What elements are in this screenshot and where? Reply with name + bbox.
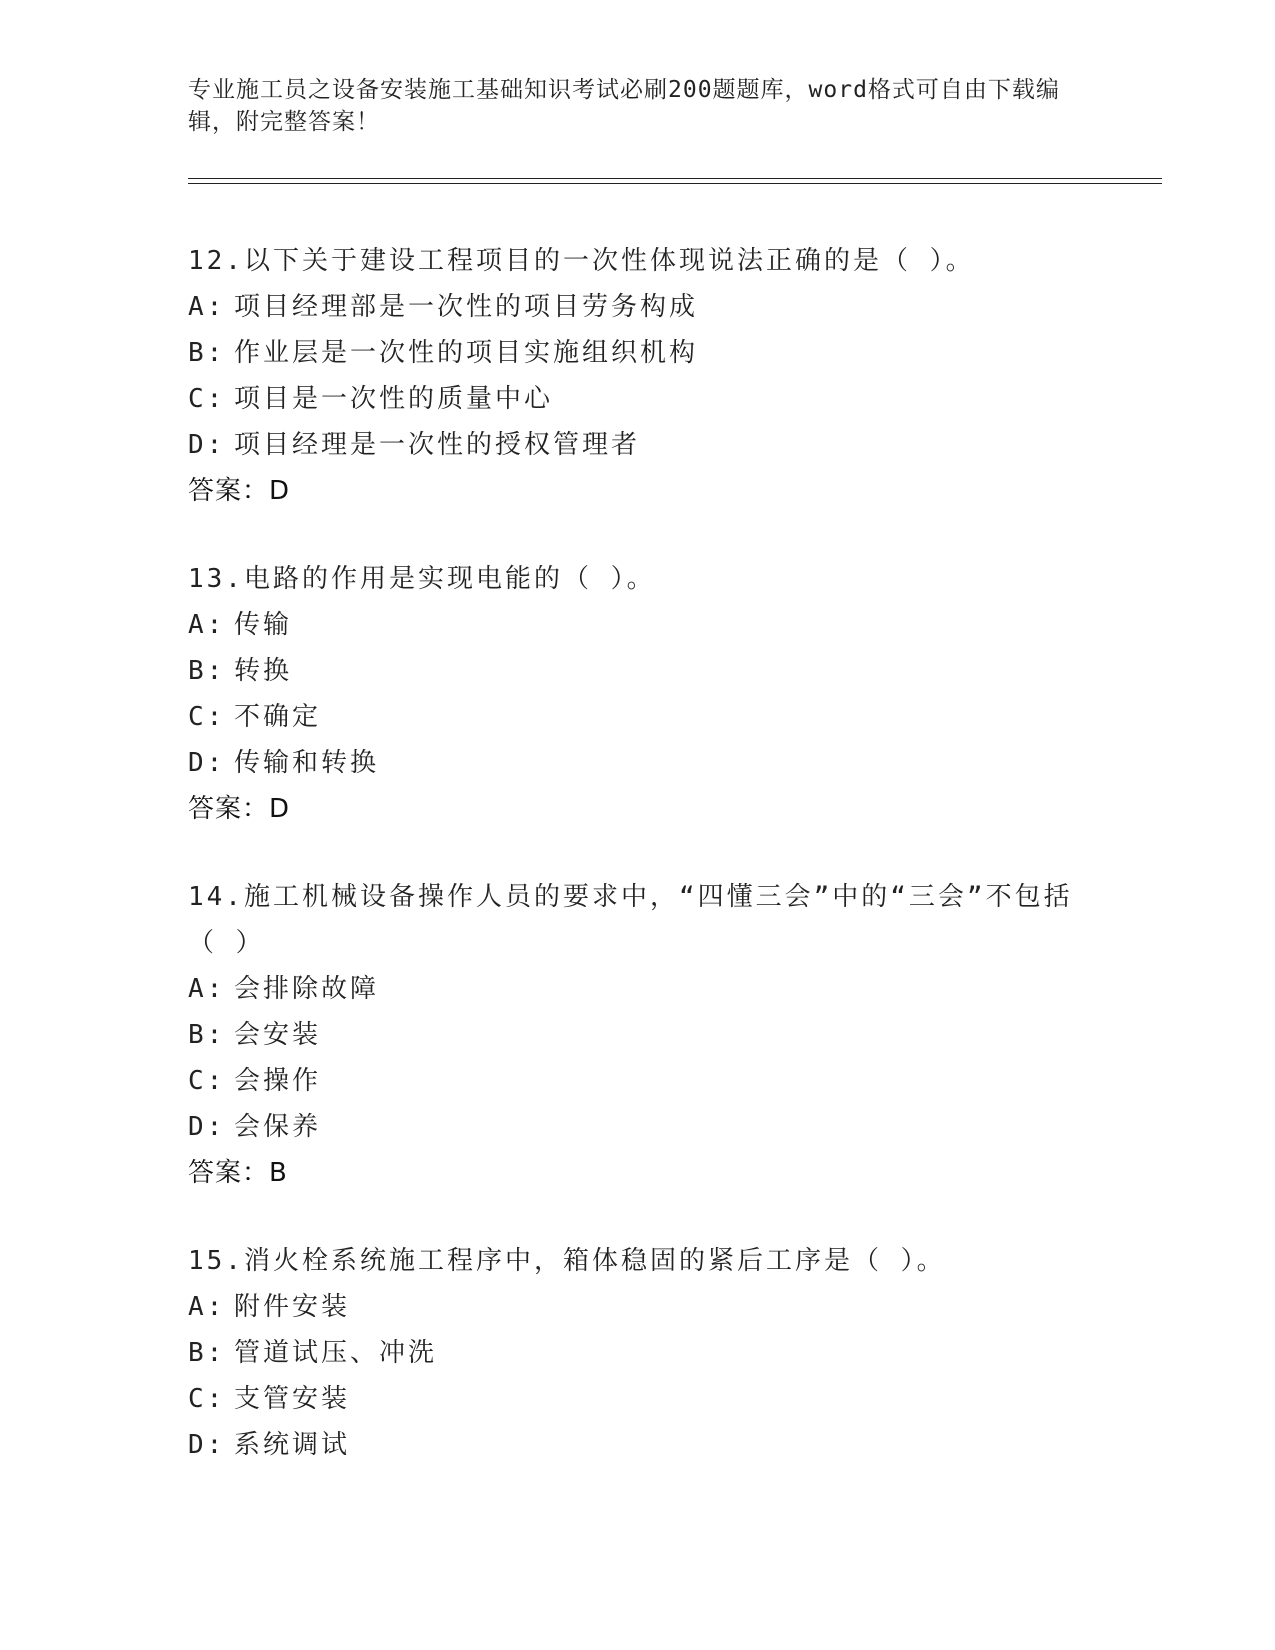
question-list (188, 238, 1088, 1510)
option-c (188, 1376, 1088, 1422)
option-letter: B: (188, 1338, 226, 1368)
option-letter: A: (188, 1292, 226, 1322)
option-text: 项目经理是一次性的授权管理者 (234, 430, 641, 460)
option-a (188, 284, 1088, 330)
option-a (188, 966, 1088, 1012)
option-letter: D: (188, 748, 226, 778)
option-b (188, 1330, 1088, 1376)
question-15 (188, 1238, 1088, 1468)
option-letter: B: (188, 1020, 226, 1050)
option-text: 会操作 (234, 1066, 322, 1096)
question-12 (188, 238, 1088, 514)
option-text: 转换 (234, 656, 293, 686)
question-title: 14.施工机械设备操作人员的要求中，“四懂三会”中的“三会”不包括（ ） (188, 882, 1073, 958)
answer-line: 答案：D (188, 794, 291, 824)
option-letter: D: (188, 430, 226, 460)
option-text: 附件安装 (234, 1292, 351, 1322)
option-text: 传输 (234, 610, 293, 640)
option-c (188, 694, 1088, 740)
option-text: 会排除故障 (234, 974, 380, 1004)
option-c (188, 1058, 1088, 1104)
answer-line: 答案：D (188, 476, 291, 506)
option-d (188, 740, 1088, 786)
option-text: 作业层是一次性的项目实施组织机构 (234, 338, 699, 368)
option-c (188, 376, 1088, 422)
option-d (188, 1422, 1088, 1468)
option-text: 支管安装 (234, 1384, 351, 1414)
question-title: 12.以下关于建设工程项目的一次性体现说法正确的是（ ）。 (188, 246, 975, 276)
option-letter: A: (188, 610, 226, 640)
option-b (188, 1012, 1088, 1058)
option-letter: D: (188, 1430, 226, 1460)
option-text: 项目是一次性的质量中心 (234, 384, 554, 414)
option-letter: C: (188, 1384, 226, 1414)
header-divider-bottom (188, 183, 1162, 184)
option-d (188, 1104, 1088, 1150)
option-text: 会保养 (234, 1112, 322, 1142)
option-text: 系统调试 (234, 1430, 351, 1460)
question-13 (188, 556, 1088, 832)
option-b (188, 330, 1088, 376)
option-text: 管道试压、冲洗 (234, 1338, 438, 1368)
question-title: 13.电路的作用是实现电能的（ ）。 (188, 564, 656, 594)
option-letter: C: (188, 1066, 226, 1096)
option-letter: A: (188, 974, 226, 1004)
header-divider-top (188, 178, 1162, 179)
option-text: 会安装 (234, 1020, 322, 1050)
option-letter: B: (188, 656, 226, 686)
option-letter: A: (188, 292, 226, 322)
option-letter: C: (188, 702, 226, 732)
option-d (188, 422, 1088, 468)
option-text: 项目经理部是一次性的项目劳务构成 (234, 292, 699, 322)
document-header-title: 专业施工员之设备安装施工基础知识考试必刷200题题库，word格式可自由下载编辑，附完整答案！ (188, 77, 1060, 135)
option-letter: C: (188, 384, 226, 414)
question-14 (188, 874, 1088, 1196)
option-text: 不确定 (234, 702, 322, 732)
option-a (188, 1284, 1088, 1330)
option-b (188, 648, 1088, 694)
option-text: 传输和转换 (234, 748, 380, 778)
option-letter: B: (188, 338, 226, 368)
question-title: 15.消火栓系统施工程序中，箱体稳固的紧后工序是（ ）。 (188, 1246, 946, 1276)
option-a (188, 602, 1088, 648)
option-letter: D: (188, 1112, 226, 1142)
answer-line: 答案：B (188, 1158, 288, 1188)
